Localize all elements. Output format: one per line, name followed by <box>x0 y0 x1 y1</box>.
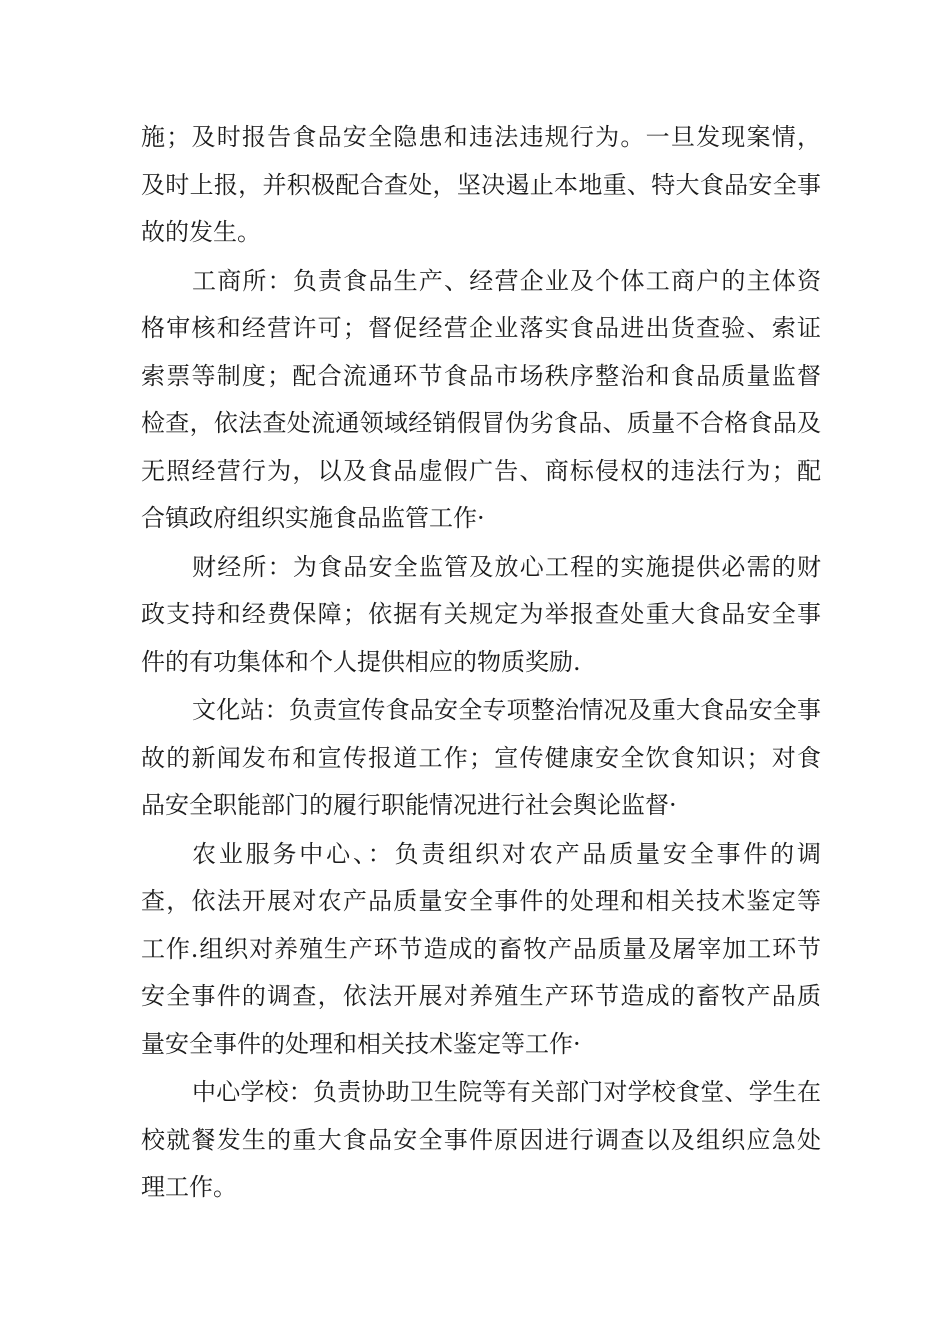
paragraph <box>141 114 821 257</box>
text-line: 故的新闻发布和宣传报道工作；宣传健康安全饮食知识；对食 <box>141 743 821 772</box>
text-line: 及时上报，并积极配合查处，坚决遏止本地重、特大食品安全事 <box>141 170 821 199</box>
paragraph <box>141 1069 821 1212</box>
text-line: 安全事件的调查，依法开展对养殖生产环节造成的畜牧产品质 <box>141 982 821 1010</box>
text-line: 合镇政府组织实施食品监管工作· <box>141 504 485 532</box>
paragraph <box>141 544 821 687</box>
text-line: 索票等制度；配合流通环节食品市场秩序整治和食品质量监督 <box>141 361 821 390</box>
paragraph <box>141 258 821 543</box>
paragraph <box>141 831 821 1069</box>
text-line: 理工作。 <box>141 1173 237 1201</box>
text-line: 财经所：为食品安全监管及放心工程的实施提供必需的财 <box>192 552 821 581</box>
text-line: 品安全职能部门的履行职能情况进行社会舆论监督· <box>141 791 677 819</box>
text-line: 校就餐发生的重大食品安全事件原因进行调查以及组织应急处 <box>141 1125 821 1154</box>
text-line: 工作.组织对养殖生产环节造成的畜牧产品质量及屠宰加工环节 <box>141 934 821 963</box>
text-line: 无照经营行为，以及食品虚假广告、商标侵权的违法行为；配 <box>141 456 821 485</box>
text-line: 格审核和经营许可；督促经营企业落实食品进出货查验、索证 <box>141 314 821 342</box>
text-line: 查，依法开展对农产品质量安全事件的处理和相关技术鉴定等 <box>141 887 821 915</box>
text-line: 施；及时报告食品安全隐患和违法违规行为。一旦发现案情， <box>141 123 821 151</box>
text-line: 检查，依法查处流通领域经销假冒伪劣食品、质量不合格食品及 <box>141 409 821 437</box>
text-line: 中心学校：负责协助卫生院等有关部门对学校食堂、学生在 <box>192 1078 821 1106</box>
text-line: 文化站：负责宣传食品安全专项整治情况及重大食品安全事 <box>192 696 821 724</box>
document-body <box>141 114 821 1213</box>
text-line: 工商所：负责食品生产、经营企业及个体工商户的主体资 <box>192 266 821 295</box>
text-line: 农业服务中心、：负责组织对农产品质量安全事件的调 <box>192 839 821 868</box>
text-line: 故的发生。 <box>141 218 261 246</box>
text-line: 件的有功集体和个人提供相应的物质奖励. <box>141 647 581 676</box>
text-line: 量安全事件的处理和相关技术鉴定等工作· <box>141 1029 581 1058</box>
text-line: 政支持和经费保障；依据有关规定为举报查处重大食品安全事 <box>141 600 821 628</box>
paragraph <box>141 687 821 830</box>
